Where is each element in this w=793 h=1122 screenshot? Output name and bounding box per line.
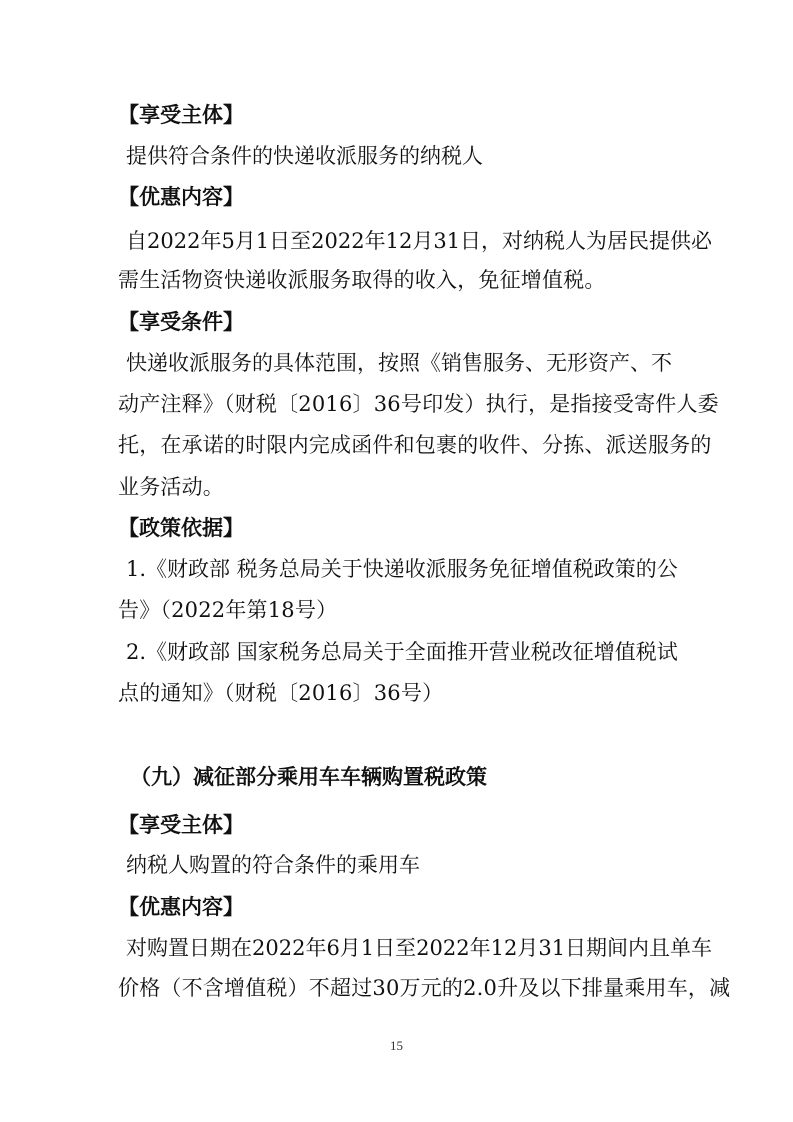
heading-condition: 【享受条件】 bbox=[118, 310, 244, 334]
page-number: 15 bbox=[390, 1038, 403, 1053]
condition-line-3: 托，在承诺的时限内完成函件和包裹的收件、分拣、派送服务的 bbox=[118, 433, 712, 457]
basis-2-line-2: 点的通知》（财税〔2016〕36号） bbox=[118, 681, 444, 705]
heading-content-2: 【优惠内容】 bbox=[118, 895, 244, 919]
content-line-2: 需生活物资快递收派服务取得的收入，免征增值税。 bbox=[118, 268, 606, 292]
section-title: （九）减征部分乘用车车辆购置税政策 bbox=[130, 765, 487, 789]
content-line-1: 自2022年5月1日至2022年12月31日，对纳税人为居民提供必 bbox=[126, 229, 713, 253]
subject-text-2: 纳税人购置的符合条件的乘用车 bbox=[126, 853, 420, 877]
heading-subject-2: 【享受主体】 bbox=[118, 813, 244, 837]
content-2-line-1: 对购置日期在2022年6月1日至2022年12月31日期间内且单车 bbox=[126, 936, 713, 960]
subject-text: 提供符合条件的快递收派服务的纳税人 bbox=[126, 144, 483, 168]
content-2-line-2: 价格（不含增值税）不超过30万元的2.0升及以下排量乘用车，减 bbox=[118, 976, 731, 1000]
basis-1-line-1: 1.《财政部 税务总局关于快递收派服务免征增值税政策的公 bbox=[126, 557, 678, 581]
condition-line-1: 快递收派服务的具体范围，按照《销售服务、无形资产、不 bbox=[126, 351, 672, 375]
condition-line-2: 动产注释》（财税〔2016〕36号印发）执行，是指接受寄件人委 bbox=[118, 392, 719, 416]
condition-line-4: 业务活动。 bbox=[118, 475, 224, 499]
heading-content: 【优惠内容】 bbox=[118, 185, 244, 209]
heading-basis: 【政策依据】 bbox=[118, 516, 244, 540]
heading-subject: 【享受主体】 bbox=[118, 103, 244, 127]
basis-2-line-1: 2.《财政部 国家税务总局关于全面推开营业税改征增值税试 bbox=[126, 640, 678, 664]
basis-1-line-2: 告》（2022年第18号） bbox=[118, 598, 338, 622]
